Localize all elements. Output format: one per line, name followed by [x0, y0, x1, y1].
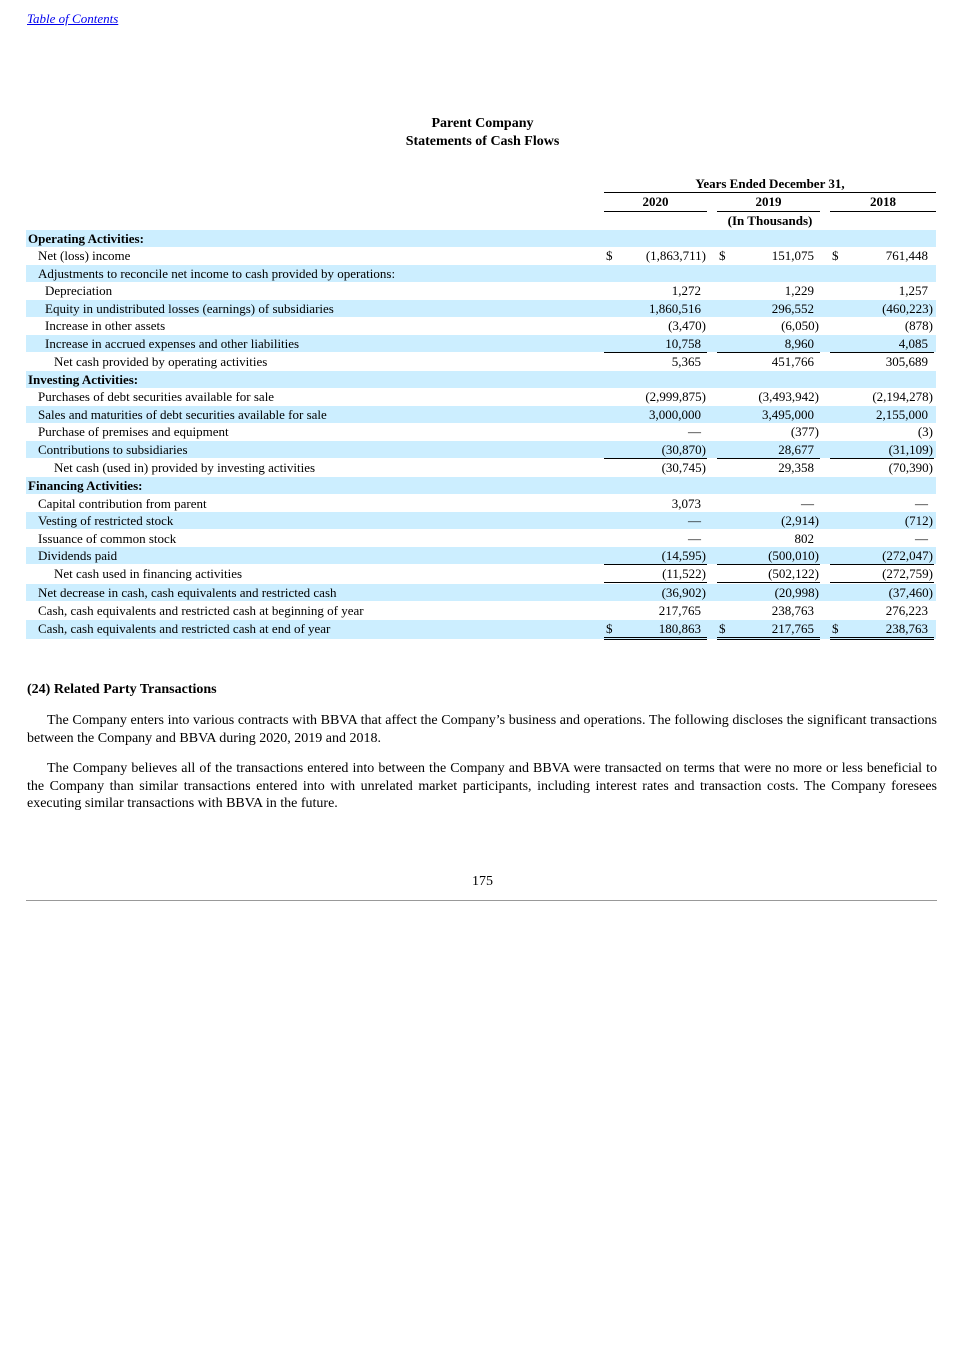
row-value: (11,522) — [662, 566, 706, 581]
value-cell-2018 — [830, 441, 934, 459]
value-cell-2020 — [604, 247, 707, 264]
value-cell-2020 — [604, 282, 707, 299]
row-value: (1,863,711) — [645, 248, 706, 263]
row-value: (6,050) — [781, 318, 819, 333]
table-of-contents-link[interactable]: Table of Contents — [27, 11, 119, 26]
value-cell-2018 — [830, 565, 934, 583]
row-value: 2,155,000 — [876, 407, 928, 422]
value-cell-2019 — [717, 547, 820, 565]
value-cell-2020 — [604, 317, 707, 334]
value-cell-2020 — [604, 530, 707, 547]
row-label: Net cash provided by operating activities — [54, 354, 268, 369]
table-row — [26, 547, 936, 564]
table-row — [26, 620, 936, 639]
year-rule-2019 — [717, 211, 820, 212]
value-cell-2018 — [830, 477, 934, 494]
paragraph-2: The Company believes all of the transactions entered into between the Company and BBVA were transacted on terms that were no more or less beneficial to the Company than similar transactions entered into with unrelated market participants, including interest rates and transaction costs. The Company foresees executing similar transactions with BBVA in the future. — [27, 761, 937, 811]
row-label: Dividends paid — [38, 548, 118, 563]
currency-symbol: $ — [719, 621, 726, 636]
table-row — [26, 602, 936, 619]
value-cell-2018 — [830, 512, 934, 529]
row-value: (14,595) — [661, 548, 706, 563]
row-label: Purchases of debt securities available for sale — [38, 389, 275, 404]
row-value: 1,272 — [671, 283, 701, 298]
value-cell-2020 — [604, 265, 707, 282]
row-value: (377) — [790, 424, 819, 439]
currency-symbol: $ — [832, 621, 839, 636]
section-title: (24) Related Party Transactions — [27, 682, 217, 697]
value-cell-2020 — [604, 565, 707, 583]
row-value: 305,689 — [885, 354, 928, 369]
value-cell-2019 — [717, 388, 820, 405]
row-value: 3,000,000 — [649, 407, 701, 422]
year-header-2019: 2019 — [755, 194, 782, 209]
row-value: (3) — [917, 424, 933, 439]
year-rule-2018 — [830, 211, 936, 212]
table-row — [26, 247, 936, 264]
table-row — [26, 495, 936, 512]
row-value: (2,914) — [781, 513, 819, 528]
value-cell-2020 — [604, 602, 707, 619]
table-row — [26, 388, 936, 405]
row-label: Vesting of restricted stock — [38, 513, 174, 528]
row-label: Adjustments to reconcile net income to cash provided by operations: — [38, 266, 396, 281]
currency-symbol: $ — [832, 248, 839, 263]
statement-company-title: Parent Company — [431, 116, 534, 131]
page-number: 175 — [472, 874, 493, 889]
value-cell-2019 — [717, 247, 820, 264]
row-label: Purchase of premises and equipment — [38, 424, 229, 439]
value-cell-2018 — [830, 406, 934, 423]
row-label: Net cash used in financing activities — [54, 566, 243, 581]
value-cell-2019 — [717, 353, 820, 370]
row-value: 1,257 — [898, 283, 928, 298]
value-cell-2020 — [604, 620, 707, 640]
table-row — [26, 459, 936, 476]
row-value: 3,073 — [671, 496, 701, 511]
table-row — [26, 335, 936, 352]
value-cell-2018 — [830, 530, 934, 547]
row-label: Increase in other assets — [45, 318, 166, 333]
value-cell-2019 — [717, 584, 820, 601]
row-value: 761,448 — [885, 248, 928, 263]
row-label: Issuance of common stock — [38, 531, 177, 546]
value-cell-2018 — [830, 282, 934, 299]
value-cell-2019 — [717, 371, 820, 388]
row-value: 276,223 — [885, 603, 928, 618]
row-value: — — [688, 424, 701, 439]
value-cell-2020 — [604, 441, 707, 459]
row-value: 8,960 — [784, 336, 814, 351]
value-cell-2020 — [604, 477, 707, 494]
row-value: 28,677 — [778, 442, 814, 457]
value-cell-2019 — [717, 423, 820, 440]
row-value: (70,390) — [888, 460, 933, 475]
row-label: Investing Activities: — [28, 372, 139, 387]
table-row — [26, 512, 936, 529]
value-cell-2018 — [830, 265, 934, 282]
value-cell-2019 — [717, 300, 820, 317]
table-row — [26, 230, 936, 247]
table-row — [26, 265, 936, 282]
row-value: (31,109) — [888, 442, 933, 457]
row-value: (30,745) — [661, 460, 706, 475]
value-cell-2020 — [604, 584, 707, 601]
statement-title: Statements of Cash Flows — [405, 134, 560, 149]
currency-symbol: $ — [606, 621, 613, 636]
table-row — [26, 282, 936, 299]
row-value: 1,860,516 — [649, 301, 701, 316]
value-cell-2020 — [604, 353, 707, 370]
value-cell-2019 — [717, 459, 820, 476]
value-cell-2018 — [830, 495, 934, 512]
row-label: Net (loss) income — [38, 248, 131, 263]
row-value: (272,759) — [882, 566, 933, 581]
row-value: (460,223) — [882, 301, 933, 316]
row-value: 802 — [794, 531, 814, 546]
row-value: (712) — [904, 513, 933, 528]
year-header-2018: 2018 — [870, 194, 896, 209]
footer-divider — [26, 900, 937, 901]
row-value: 217,765 — [658, 603, 701, 618]
value-cell-2020 — [604, 300, 707, 317]
value-cell-2020 — [604, 371, 707, 388]
row-value: 1,229 — [784, 283, 814, 298]
row-label: Equity in undistributed losses (earnings) of subsidiaries — [45, 301, 334, 316]
value-cell-2019 — [717, 495, 820, 512]
row-value: (2,999,875) — [645, 389, 706, 404]
value-cell-2018 — [830, 584, 934, 601]
row-value: — — [688, 513, 701, 528]
row-value: 238,763 — [885, 621, 928, 636]
value-cell-2020 — [604, 230, 707, 247]
row-value: (500,010) — [768, 548, 819, 563]
value-cell-2018 — [830, 620, 934, 640]
value-cell-2020 — [604, 406, 707, 423]
value-cell-2019 — [717, 282, 820, 299]
value-cell-2018 — [830, 230, 934, 247]
row-value: 180,863 — [658, 621, 701, 636]
row-value: (20,998) — [774, 585, 819, 600]
row-value: 451,766 — [771, 354, 814, 369]
row-value: 10,758 — [665, 336, 701, 351]
value-cell-2018 — [830, 300, 934, 317]
row-value: (37,460) — [888, 585, 933, 600]
units-header: (In Thousands) — [727, 213, 813, 228]
value-cell-2018 — [830, 602, 934, 619]
value-cell-2018 — [830, 459, 934, 476]
row-label: Capital contribution from parent — [38, 496, 207, 511]
row-value: 3,495,000 — [762, 407, 814, 422]
row-label: Net cash (used in) provided by investing activities — [54, 460, 316, 475]
row-value: (36,902) — [661, 585, 706, 600]
row-value: (3,470) — [668, 318, 706, 333]
row-label: Net decrease in cash, cash equivalents and restricted cash — [38, 585, 337, 600]
table-row — [26, 423, 936, 440]
row-value: 5,365 — [671, 354, 701, 369]
row-value: — — [688, 531, 701, 546]
row-value: 29,358 — [778, 460, 814, 475]
period-header: Years Ended December 31, — [695, 176, 845, 191]
value-cell-2019 — [717, 602, 820, 619]
value-cell-2020 — [604, 512, 707, 529]
row-value: 151,075 — [771, 248, 814, 263]
row-value: 238,763 — [771, 603, 814, 618]
table-row — [26, 371, 936, 388]
currency-symbol: $ — [606, 248, 613, 263]
value-cell-2019 — [717, 512, 820, 529]
year-header-2020: 2020 — [642, 194, 669, 209]
row-label: Contributions to subsidiaries — [38, 442, 188, 457]
value-cell-2019 — [717, 230, 820, 247]
value-cell-2018 — [830, 335, 934, 353]
value-cell-2018 — [830, 371, 934, 388]
paragraph-1: The Company enters into various contracts with BBVA that affect the Company’s business and operations. The following discloses the significant transactions between the Company and BBVA during 2020, 2019 and 2018. — [27, 713, 937, 746]
table-row — [26, 565, 936, 582]
value-cell-2019 — [717, 620, 820, 640]
row-label: Cash, cash equivalents and restricted cash at end of year — [38, 621, 331, 636]
value-cell-2019 — [717, 335, 820, 353]
row-value: (272,047) — [882, 548, 933, 563]
year-rule-2020 — [604, 211, 707, 212]
value-cell-2018 — [830, 247, 934, 264]
row-value: (502,122) — [768, 566, 819, 581]
row-value: (878) — [904, 318, 933, 333]
table-row — [26, 406, 936, 423]
value-cell-2019 — [717, 441, 820, 459]
value-cell-2020 — [604, 423, 707, 440]
table-row — [26, 477, 936, 494]
value-cell-2019 — [717, 265, 820, 282]
value-cell-2020 — [604, 335, 707, 353]
row-value: 217,765 — [771, 621, 814, 636]
row-label: Financing Activities: — [28, 478, 143, 493]
value-cell-2019 — [717, 477, 820, 494]
row-label: Operating Activities: — [28, 231, 144, 246]
row-label: Depreciation — [45, 283, 113, 298]
row-value: — — [801, 496, 814, 511]
value-cell-2020 — [604, 495, 707, 512]
value-cell-2018 — [830, 353, 934, 370]
table-row — [26, 317, 936, 334]
row-value: 296,552 — [771, 301, 814, 316]
value-cell-2019 — [717, 530, 820, 547]
period-header-rule — [604, 192, 936, 193]
value-cell-2018 — [830, 317, 934, 334]
table-row — [26, 353, 936, 370]
row-label: Cash, cash equivalents and restricted cash at beginning of year — [38, 603, 364, 618]
row-value: (30,870) — [661, 442, 706, 457]
value-cell-2020 — [604, 547, 707, 565]
value-cell-2018 — [830, 547, 934, 565]
row-value: (2,194,278) — [872, 389, 933, 404]
value-cell-2019 — [717, 565, 820, 583]
row-value: 4,085 — [898, 336, 928, 351]
value-cell-2020 — [604, 388, 707, 405]
table-row — [26, 530, 936, 547]
currency-symbol: $ — [719, 248, 726, 263]
table-row — [26, 300, 936, 317]
table-row — [26, 441, 936, 458]
value-cell-2018 — [830, 423, 934, 440]
row-value: — — [915, 496, 928, 511]
value-cell-2019 — [717, 406, 820, 423]
table-row — [26, 584, 936, 601]
row-value: — — [915, 531, 928, 546]
value-cell-2019 — [717, 317, 820, 334]
value-cell-2020 — [604, 459, 707, 476]
row-label: Sales and maturities of debt securities available for sale — [38, 407, 327, 422]
row-value: (3,493,942) — [758, 389, 819, 404]
value-cell-2018 — [830, 388, 934, 405]
row-label: Increase in accrued expenses and other liabilities — [45, 336, 300, 351]
